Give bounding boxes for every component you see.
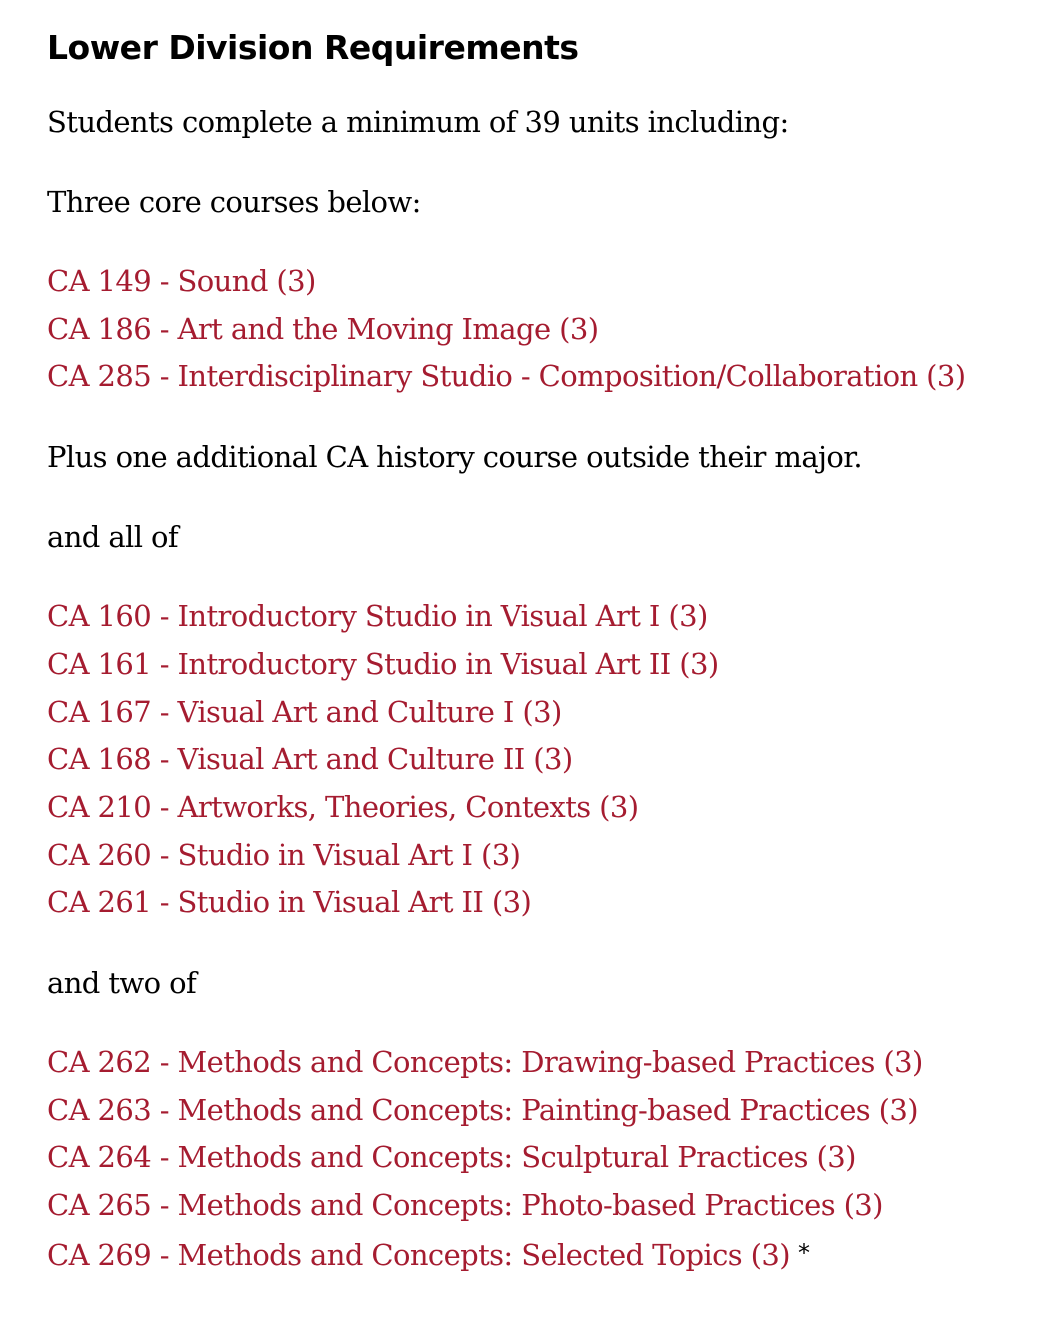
history-course-note: Plus one additional CA history course outside their major. — [47, 440, 862, 475]
course-item — [47, 641, 1027, 689]
course-link-ca161[interactable]: CA 161 - Introductory Studio in Visual Art II (3) — [47, 646, 719, 681]
course-link-ca265[interactable]: CA 265 - Methods and Concepts: Photo-based Practices (3) — [47, 1188, 883, 1223]
course-link-ca264[interactable]: CA 264 - Methods and Concepts: Sculptural Practices (3) — [47, 1140, 856, 1175]
course-link-ca260[interactable]: CA 260 - Studio in Visual Art I (3) — [47, 837, 521, 872]
course-link-ca263[interactable]: CA 263 - Methods and Concepts: Painting-based Practices (3) — [47, 1092, 918, 1127]
course-link-ca210[interactable]: CA 210 - Artworks, Theories, Contexts (3) — [47, 789, 639, 824]
elective-course-list — [47, 1039, 1027, 1280]
course-link-ca186[interactable]: CA 186 - Art and the Moving Image (3) — [47, 311, 599, 346]
course-link-ca262[interactable]: CA 262 - Methods and Concepts: Drawing-based Practices (3) — [47, 1045, 923, 1080]
course-item — [47, 1134, 1027, 1182]
footnote-marker: * — [797, 1238, 810, 1267]
course-item — [47, 1230, 1027, 1280]
course-item — [47, 593, 1027, 641]
all-of-intro: and all of — [47, 520, 178, 555]
course-link-ca269[interactable]: CA 269 - Methods and Concepts: Selected Topics (3) — [47, 1237, 790, 1272]
course-item — [47, 784, 1027, 832]
course-link-ca160[interactable]: CA 160 - Introductory Studio in Visual Art I (3) — [47, 599, 708, 634]
two-of-intro: and two of — [47, 966, 197, 1001]
course-item — [47, 1039, 1027, 1087]
course-link-ca167[interactable]: CA 167 - Visual Art and Culture I (3) — [47, 694, 562, 729]
core-courses-intro: Three core courses below: — [47, 185, 421, 219]
intro-text: Students complete a minimum of 39 units including: — [47, 105, 789, 139]
core-course-list — [47, 258, 1027, 401]
course-link-ca168[interactable]: CA 168 - Visual Art and Culture II (3) — [47, 742, 573, 777]
course-item — [47, 736, 1027, 784]
course-item — [47, 306, 1027, 354]
course-link-ca261[interactable]: CA 261 - Studio in Visual Art II (3) — [47, 885, 532, 920]
course-item — [47, 879, 1027, 927]
course-item — [47, 258, 1027, 306]
course-item — [47, 1182, 1027, 1230]
course-item — [47, 353, 1027, 401]
section-heading: Lower Division Requirements — [47, 28, 579, 67]
course-item — [47, 689, 1027, 737]
course-item — [47, 1087, 1027, 1135]
course-link-ca285[interactable]: CA 285 - Interdisciplinary Studio - Composition/Collaboration (3) — [47, 359, 966, 394]
required-course-list — [47, 593, 1027, 927]
course-link-ca149[interactable]: CA 149 - Sound (3) — [47, 264, 316, 298]
requirements-section — [47, 24, 1027, 1312]
course-item — [47, 832, 1027, 880]
